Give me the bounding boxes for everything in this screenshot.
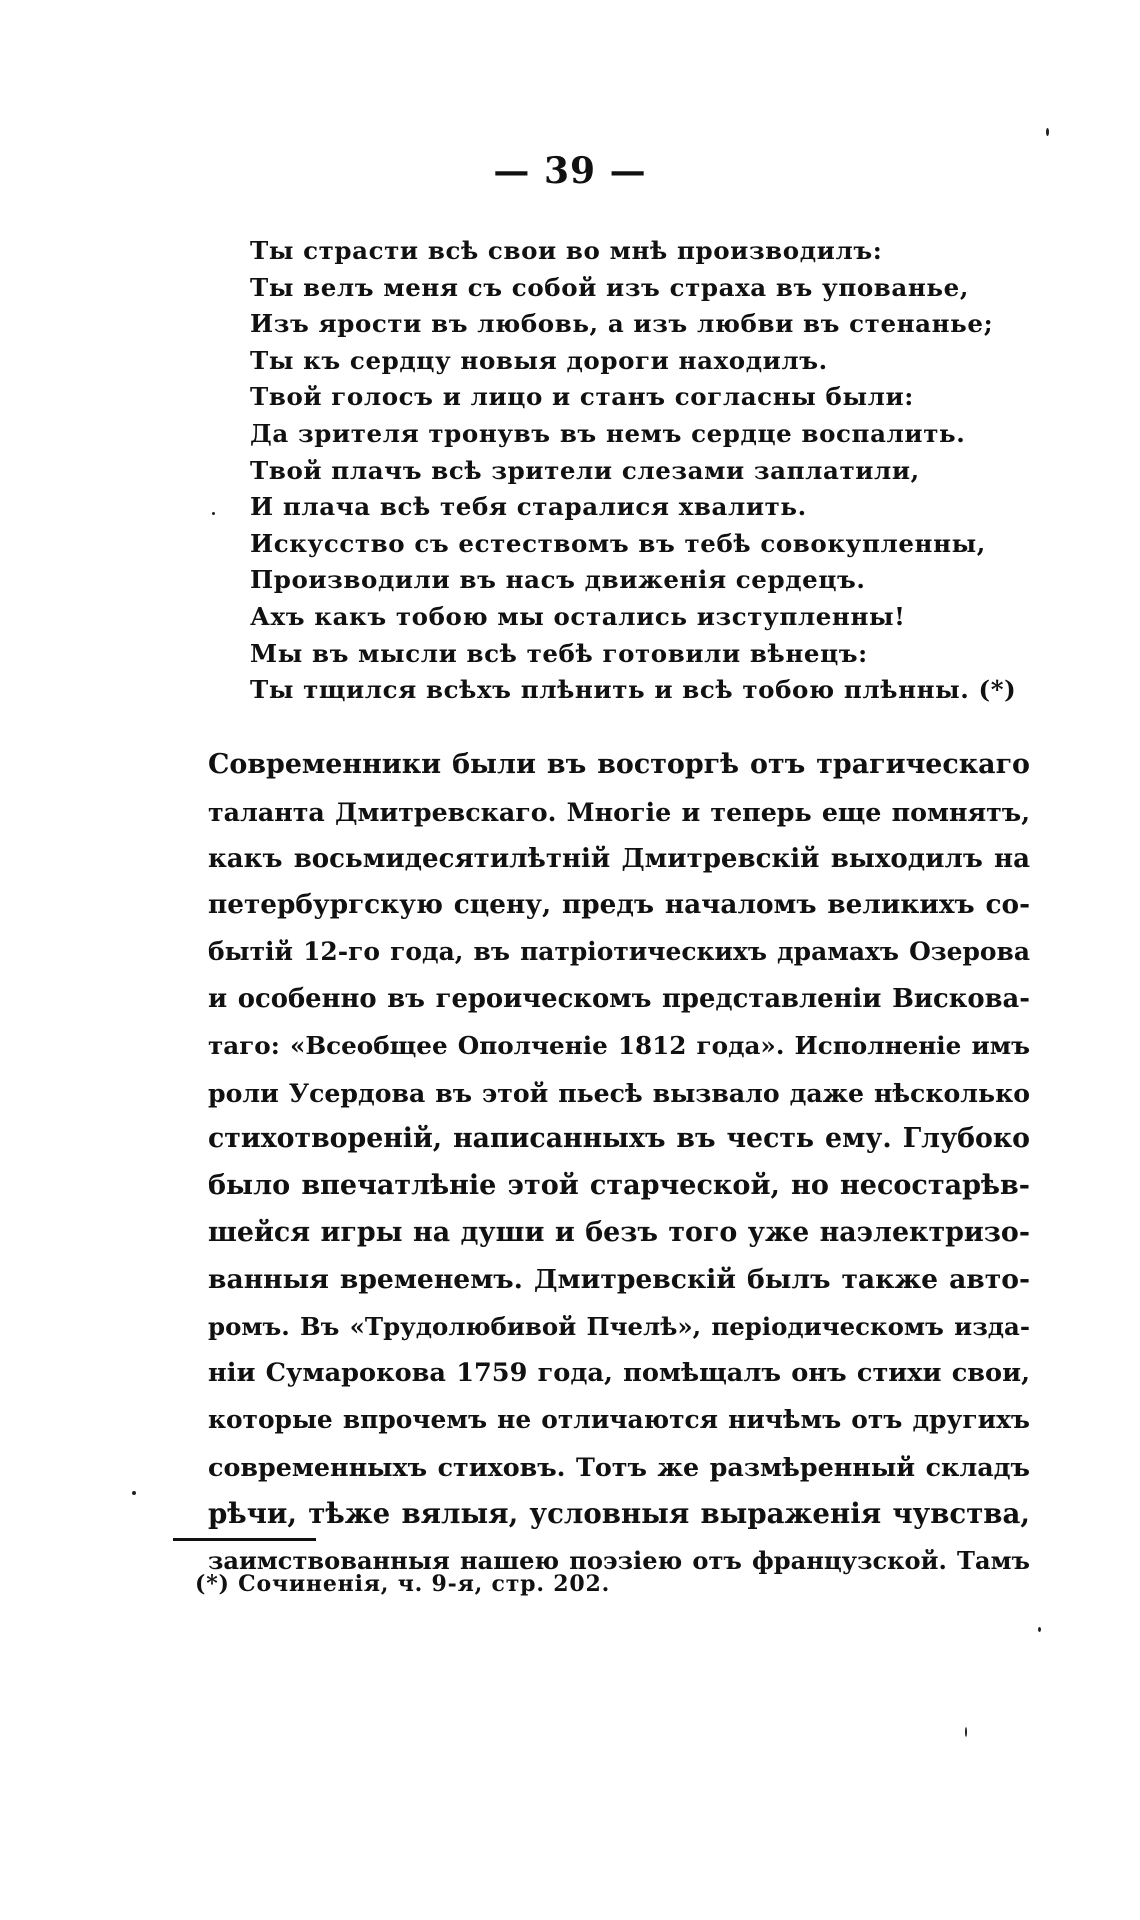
prose-line: таланта Дмитревскаго. Многіе и теперь еще помнятъ, (208, 796, 1030, 827)
prose-line: заимствованныя нашею поэзіею отъ французской. Тамъ (208, 1545, 1030, 1575)
prose-line: которые впрочемъ не отличаются ничѣмъ отъ другихъ (208, 1405, 1030, 1435)
prose-line: было впечатлѣніе этой старческой, но несостарѣв- (208, 1170, 1030, 1202)
scan-speck (1038, 1627, 1041, 1632)
prose-line: ванныя временемъ. Дмитревскій былъ также автo- (208, 1263, 1030, 1295)
scan-speck (132, 1491, 136, 1495)
poem-line: Ты къ сердцу новыя дороги находилъ. (250, 345, 828, 375)
poem-line: Ахъ какъ тобою мы остались изступленны! (250, 601, 906, 631)
poem-line: Ты тщился всѣхъ плѣнить и всѣ тобою плѣнны. (*) (250, 675, 1017, 705)
poem-line: Изъ ярости въ любовь, а изъ любви въ стенанье; (250, 309, 994, 339)
prose-line: и особенно въ героическомъ представленіи Вискова- (208, 983, 1030, 1014)
scan-speck (965, 1727, 967, 1737)
poem-line: Ты велъ меня съ собой изъ страха въ упованье, (250, 272, 969, 302)
poem-line: Искусство съ естествомъ въ тебѣ совокупленны, (250, 528, 986, 558)
prose-paragraph (208, 742, 1030, 1584)
prose-line: ромъ. Въ «Трудолюбивой Пчелѣ», періодическомъ изда- (208, 1311, 1030, 1341)
prose-line: таго: «Всеобщее Ополченіе 1812 года». Исполненіе имъ (208, 1030, 1030, 1060)
poem-line: И плача всѣ тебя старалися хвалить. (250, 492, 807, 522)
poem-line: Производили въ насъ движенія сердецъ. (250, 565, 866, 595)
poem-block (250, 233, 1030, 709)
footnote-divider (173, 1538, 316, 1541)
poem-line: Ты страсти всѣ свои во мнѣ производилъ: (250, 236, 883, 265)
prose-line: Современники были въ восторгѣ отъ трагическаго (208, 749, 1030, 780)
poem-line: Да зрителя тронувъ въ немъ сердце воспалить. (250, 418, 966, 448)
prose-line: ніи Сумарокова 1759 года, помѣщалъ онъ стихи свои, (208, 1358, 1030, 1389)
prose-line: шейся игры на души и безъ того уже наэлектризо- (208, 1216, 1030, 1248)
prose-line: петербургскую сцену, предъ началомъ великихъ со- (208, 889, 1030, 921)
prose-line: какъ восьмидесятилѣтній Дмитревскій выходилъ на (208, 843, 1030, 874)
prose-line: современныхъ стиховъ. Тотъ же размѣренный складъ (208, 1451, 1030, 1482)
prose-line: стихотвореній, написанныхъ въ честь ему. Глубоко (208, 1123, 1030, 1155)
prose-line: бытій 12-го года, въ патріотическихъ драмахъ Озерова (208, 937, 1030, 967)
poem-line: Твой плачъ всѣ зрители слезами заплатили, (250, 455, 920, 485)
scan-speck (1046, 128, 1049, 136)
page-number: — 39 — (493, 150, 647, 192)
footnote: (*) Сочиненія, ч. 9-я, стр. 202. (195, 1571, 611, 1597)
scan-speck (212, 512, 215, 515)
prose-line: роли Усердова въ этой пьесѣ вызвало даже нѣсколько (208, 1077, 1030, 1108)
poem-line: Мы въ мысли всѣ тебѣ готовили вѣнецъ: (250, 638, 868, 668)
prose-line: рѣчи, тѣже вялыя, условныя выраженія чувства, (208, 1496, 1030, 1530)
poem-line: Твой голосъ и лицо и станъ согласны были: (250, 382, 914, 412)
